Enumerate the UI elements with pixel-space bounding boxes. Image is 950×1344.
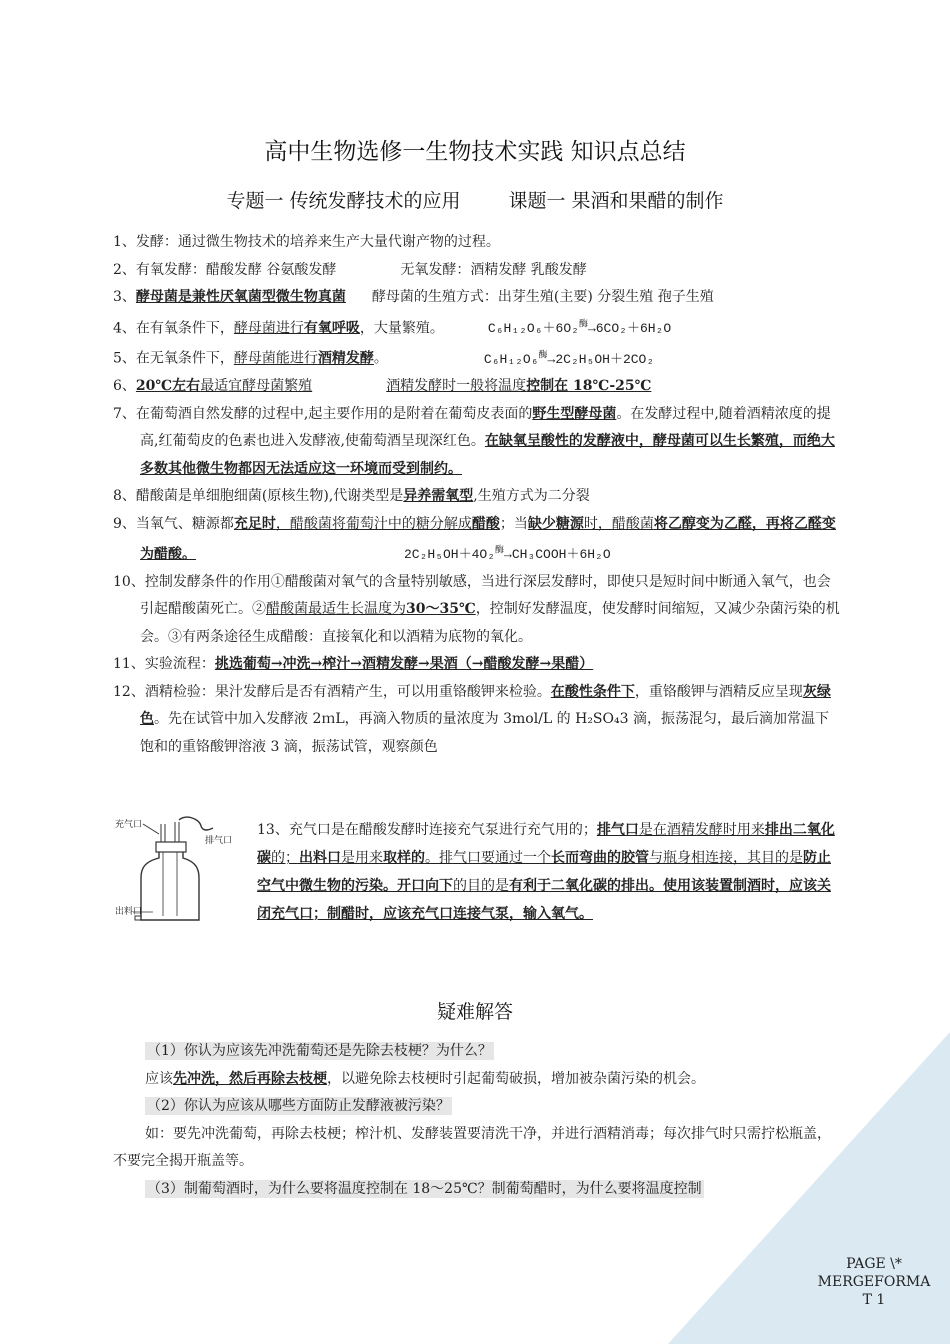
notes-list (113, 229, 841, 761)
note-item-9: 9、当氧气、糖源都充足时，醋酸菌将葡萄汁中的糖分解成醋酸；当缺少糖源时，醋酸菌将乙醇变为乙醛，再将乙醛变为醋酸。 2C₂H₅OH＋4O₂$^酶$→CH₃COOH＋6H₂O (113, 515, 836, 563)
note-item-2: 2、有氧发酵：醋酸发酵 谷氨酸发酵 无氧发酵：酒精发酵 乳酸发酵 (113, 261, 587, 278)
outlet-label: 出料口 (115, 907, 143, 917)
note-item-4: 4、在有氧条件下，酵母菌进行有氧呼吸，大量繁殖。 C₆H₁₂O₆＋6O₂$^酶$→6CO₂＋6H₂O (113, 319, 672, 336)
qa-section-title: 疑难解答 (436, 1001, 513, 1023)
note-item-5: 5、在无氧条件下，酵母菌能进行酒精发酵。 C₆H₁₂O₆$^酶$→2C₂H₅OH＋2CO₂ (113, 350, 655, 367)
question-1: （1）你认为应该先冲洗葡萄还是先除去枝梗？为什么？ (147, 1043, 492, 1059)
note-item-13: 充气口 排气口 出料口 13、充气口是在醋酸发酵时连接充气泵进行充气用的；排气口是在酒精发酵时用来排出二氧化碳的；出料口是用来取样的。排气口要通过一个长而弯曲的胶管与瓶身相连接，其目的是防止空气中微生物的污染。开口向下的目的是有利于二氧化碳的排出。使用该装置制酒时，应该关闭充气口；制醋时，应该充气口连接气泵，输入氧气。 (113, 816, 841, 928)
note-item-7: 7、在葡萄酒自然发酵的过程中,起主要作用的是附着在葡萄皮表面的野生型酵母菌。在发酵过程中,随着酒精浓度的提高,红葡萄皮的色素也进入发酵液,使葡萄酒呈现深红色。在缺氧呈酸性的发酵液中，酵母菌可以生长繁殖，而绝大多数其他微生物都因无法适应这一环境而受到制约。 (113, 405, 835, 477)
lesson-title: 课题一 果酒和果醋的制作 (508, 190, 724, 212)
topic-title: 专题一 传统发酵技术的应用 (226, 190, 461, 212)
answer-2: 如：要先冲洗葡萄，再除去枝梗；榨汁机、发酵装置要清洗干净，并进行酒精消毒；每次排气时只需拧松瓶盖，不要完全揭开瓶盖等。 (113, 1125, 831, 1169)
aerobic-respiration-formula: C₆H₁₂O₆＋6O₂$^酶$→6CO₂＋6H₂O (487, 319, 672, 336)
answer-1: 应该先冲洗，然后再除去枝梗，以避免除去枝梗时引起葡萄破损，增加被杂菌污染的机会。 (145, 1070, 705, 1087)
page-footer: PAGE \* MERGEFORMA T 1 (817, 1256, 931, 1308)
section-subtitle (0, 186, 950, 213)
question-2: （2）你认为应该从哪些方面防止发酵液被污染？ (147, 1098, 450, 1114)
question-3: （3）制葡萄酒时，为什么要将温度控制在 18～25℃？制葡萄醋时，为什么要将温度控制 (147, 1180, 702, 1197)
inlet-label: 充气口 (115, 820, 143, 830)
note-item-3: 3、酵母菌是兼性厌氧菌型微生物真菌 酵母菌的生殖方式：出芽生殖(主要) 分裂生殖 孢子生殖 (113, 289, 714, 305)
bottle-icon (113, 816, 255, 928)
note-item-8: 8、醋酸菌是单细胞细菌(原核生物),代谢类型是异养需氧型,生殖方式为二分裂 (113, 488, 590, 505)
exhaust-label: 排气口 (205, 836, 233, 846)
note-item-10: 10、控制发酵条件的作用①醋酸菌对氧气的含量特别敏感，当进行深层发酵时，即使只是短时间中断通入氧气，也会引起醋酸菌死亡。②醋酸菌最适生长温度为30～35℃，控制好发酵温度，使发酵时间缩短，又减少杂菌污染的机会。③有两条途径生成醋酸：直接氧化和以酒精为底物的氧化。 (113, 573, 840, 645)
note-item-1: 1、发酵：通过微生物技术的培养来生产大量代谢产物的过程。 (113, 234, 500, 250)
qa-section (113, 1038, 841, 1203)
acetic-acid-formula: 2C₂H₅OH＋4O₂$^酶$→CH₃COOH＋6H₂O (404, 546, 611, 563)
page-title: 高中生物选修一生物技术实践 知识点总结 (264, 139, 686, 165)
note-item-12: 12、酒精检验：果汁发酵后是否有酒精产生，可以用重铬酸钾来检验。在酸性条件下，重铬酸钾与酒精反应呈现灰绿色。先在试管中加入发酵液 2ｍL，再滴入物质的量浓度为 3mol/L 的 H₂SO₄3 滴，振荡混匀，最后滴加常温下饱和的重铬酸钾溶液 3 滴，振荡试管，观察颜色 (113, 683, 831, 755)
alcohol-fermentation-formula: C₆H₁₂O₆$^酶$→2C₂H₅OH＋2CO₂ (483, 350, 655, 367)
note-item-11: 11、实验流程：挑选葡萄→冲洗→榨汁→酒精发酵→果酒（→醋酸发酵→果醋） (113, 656, 594, 673)
note-item-6: 6、20℃左右最适宜酵母菌繁殖 酒精发酵时一般将温度控制在 18℃-25℃ (113, 378, 652, 395)
fermentation-bottle-diagram (113, 816, 255, 928)
